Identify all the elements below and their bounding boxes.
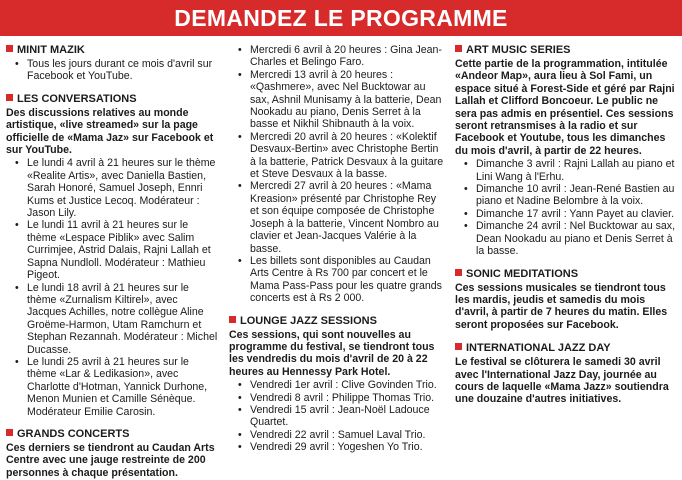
column-2 — [229, 44, 447, 454]
red-square-icon — [229, 316, 236, 323]
list-item: • Les billets sont disponibles au Caudan Arts Centre à Rs 700 par concert et le Mama Pass-Pass pour les quatre grands concerts est à Rs 2 000. — [229, 255, 447, 305]
list-item: • Dimanche 17 avril : Yann Payet au clavier. — [455, 208, 677, 220]
section-title-minit-mazik — [6, 44, 220, 57]
section-title-text: LES CONVERSATIONS — [17, 92, 137, 105]
list-item: • Mercredi 13 avril à 20 heures : «Qashmere», avec Nel Bucktowar au sax, Ashnil Munisamy à la batterie, Dean Nookadu au piano, Denis Serret à la basse et Nikhil Shibnauth à la voix. — [229, 69, 447, 131]
section-title-text: LOUNGE JAZZ SESSIONS — [240, 314, 377, 327]
section-title-text: SONIC MEDITATIONS — [466, 267, 579, 280]
list-item: • Dimanche 3 avril : Rajni Lallah au piano et Lini Wang à l'Erhu. — [455, 158, 677, 183]
list-item: • Vendredi 1er avril : Clive Govinden Trio. — [229, 379, 447, 391]
section-title-conversations — [6, 93, 220, 106]
section-intro: Ces sessions musicales se tiendront tous les mardis, jeudis et samedis du mois d'avril, à partir de 7 heures du matin. Elles seront proposées sur Facebook. — [455, 281, 668, 331]
red-square-icon — [455, 269, 462, 276]
section-intro: Ces derniers se tiendront au Caudan Arts Centre avec une jauge restreinte de 200 personnes à chaque présentation. — [6, 441, 215, 479]
section-title-lounge-jazz — [229, 315, 447, 328]
list-item: • Mercredi 20 avril à 20 heures : «Kolektif Desvaux-Bertin» avec Christophe Bertin à la batterie, Patrick Desvaux à la guitare et Steve Desvaux à la basse. — [229, 131, 447, 181]
list-item: • Le lundi 25 avril à 21 heures sur le thème «Lar & Ledikasion», avec Charlotte d'Hotman, Yannick Durhone, Menon Munien et Camille Sénèque. Modérateur Emilie Carosin. — [6, 356, 220, 418]
grands-concerts-list — [229, 44, 447, 305]
section-intro: Des discussions relatives au monde artistique, «live streamed» sur la page officielle de «Mama Jaz» sur Facebook et sur YouTube. — [6, 106, 214, 157]
red-square-icon — [6, 429, 13, 436]
section-title-text: GRANDS CONCERTS — [17, 427, 130, 440]
conversations-list — [6, 157, 220, 418]
list-item: • Vendredi 15 avril : Jean-Noël Ladouce Quartet. — [229, 404, 447, 429]
section-title-sonic — [455, 268, 677, 281]
red-square-icon — [6, 45, 13, 52]
section-title-text: INTERNATIONAL JAZZ DAY — [466, 342, 611, 355]
list-item: • Dimanche 10 avril : Jean-René Bastien au piano et Nadine Belombre à la voix. — [455, 183, 677, 208]
section-intro: Ces sessions, qui sont nouvelles au programme du festival, se tiendront tous les vendredis du mois d'avril de 20 à 22 heures au Hennessy Park Hotel. — [229, 328, 435, 378]
section-intro: Le festival se clôturera le samedi 30 avril avec l'International Jazz Day, journée au cours de laquelle «Mama Jazz» soutiendra une douzaine d'autres initiatives. — [455, 356, 669, 406]
list-item: • Vendredi 8 avril : Philippe Thomas Trio. — [229, 392, 447, 404]
lounge-list — [229, 379, 447, 453]
list-item: • Mercredi 27 avril à 20 heures : «Mama Kreasion» présenté par Christophe Rey et son équipe composée de Christophe Joseph à la batterie, Vincent Nombro au clavier et Jean-Jacques Valérie à la basse. — [229, 180, 447, 254]
section-title-text: ART MUSIC SERIES — [466, 44, 571, 56]
list-item: • Le lundi 4 avril à 21 heures sur le thème «Realite Artis», avec Daniella Bastien, Sarah Honoré, Samuel Joseph, Ennri Kums et Justice Lecoq. Modérateur : Jason Lily. — [6, 157, 220, 219]
list-item: • Mercredi 6 avril à 20 heures : Gina Jean-Charles et Belingo Faro. — [229, 44, 447, 69]
art-music-list — [455, 158, 677, 257]
list-item: • Le lundi 18 avril à 21 heures sur le thème «Zurnalism Kiltirel», avec Jacques Achilles, notre collègue Aline Groëme-Harmon, Utam Ramchurn et Stephan Rezannah. Modérateur : Michel Ducasse. — [6, 282, 220, 356]
column-1 — [6, 44, 220, 480]
list-item: • Dimanche 24 avril : Nel Bucktowar au sax, Dean Nookadu au piano et Denis Serret à la basse. — [455, 220, 677, 257]
list-item: • Le lundi 11 avril à 21 heures sur le thème «Lespace Piblik» avec Salim Currimjee, Astrid Dalais, Rajni Lallah et Sapna Nundloll. Modérateur : Mathieu Pigeot. — [6, 219, 220, 281]
list-item: • Tous les jours durant ce mois d'avril sur Facebook et YouTube. — [6, 58, 220, 83]
list-item: • Vendredi 29 avril : Yogeshen Yo Trio. — [229, 441, 447, 453]
page-banner: DEMANDEZ LE PROGRAMME — [0, 0, 682, 36]
section-title-text: MINIT MAZIK — [17, 44, 85, 56]
red-square-icon — [455, 45, 462, 52]
red-square-icon — [455, 343, 462, 350]
column-3 — [455, 44, 677, 407]
section-title-jazz-day — [455, 342, 677, 355]
section-title-art-music — [455, 44, 677, 57]
red-square-icon — [6, 94, 13, 101]
list-item: • Vendredi 22 avril : Samuel Laval Trio. — [229, 429, 447, 441]
section-intro: Cette partie de la programmation, intitulée «Andeor Map», aura lieu à Sol Fami, un espace situé à Forest-Side et géré par Rajni Lallah et Clifford Boncoeur. Le public ne sera pas admis en présentiel. Ces sessions seront retransmises à la radio et sur Facebook et Youtube, tous les dimanches du mois d'avril, à partir de 22 heures. — [455, 58, 675, 157]
minit-mazik-list — [6, 58, 220, 83]
section-title-grands-concerts — [6, 428, 220, 441]
